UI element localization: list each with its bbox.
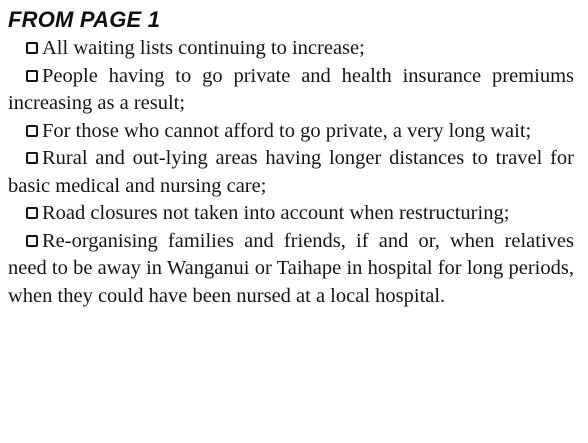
list-item-text: For those who cannot afford to go private, a very long wait; (42, 119, 532, 142)
list-item-text: People having to go private and health insurance premiums increasing as a result; (8, 64, 574, 114)
list-item (8, 118, 574, 146)
list-item-text: All waiting lists continuing to increase; (42, 37, 365, 59)
list-item (8, 200, 574, 228)
list-item-text: Re-organising families and friends, if and or, when relatives need to be away in Wanganui or Taihape in hospital for long periods, when they could have been nursed at a local hospital. (8, 229, 574, 307)
checkbox-icon (26, 235, 38, 247)
list-item (8, 63, 574, 118)
checkbox-icon (26, 70, 38, 82)
list-item-text: Road closures not taken into account when restructuring; (42, 202, 510, 224)
checkbox-icon (26, 125, 38, 137)
list-item (8, 228, 574, 311)
checkbox-icon (26, 42, 38, 54)
section-heading: FROM PAGE 1 (8, 7, 161, 32)
checkbox-icon (26, 152, 38, 164)
list-item-text: Rural and out-lying areas having longer distances to travel for basic medical and nursing care; (8, 147, 574, 197)
list-item (8, 35, 574, 63)
list-item (8, 145, 574, 200)
checkbox-icon (26, 207, 38, 219)
